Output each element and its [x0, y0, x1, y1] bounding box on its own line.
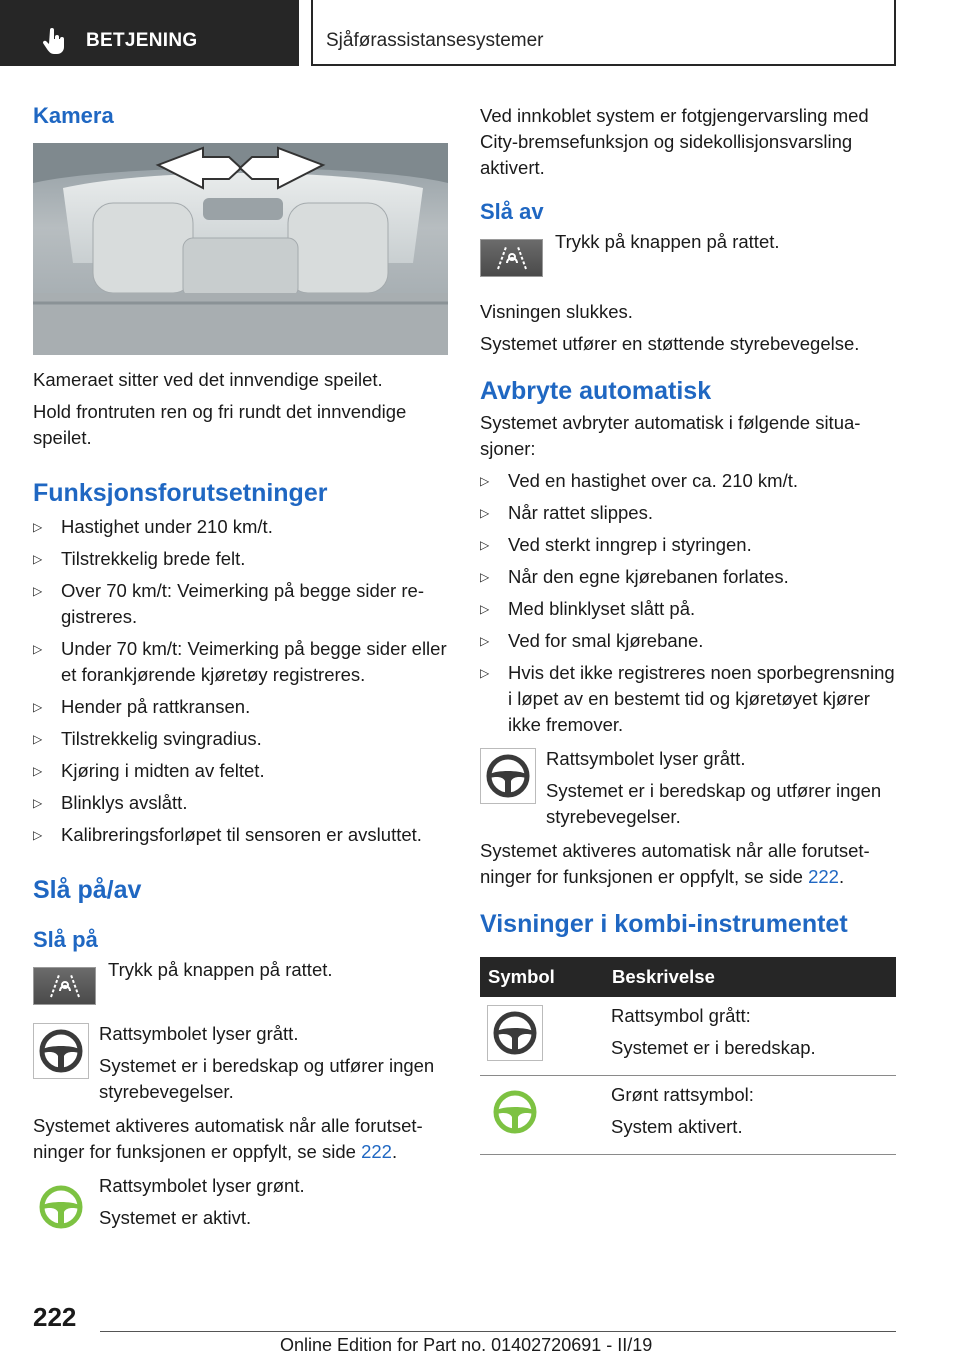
sla-av-row — [480, 229, 896, 287]
table-cell-desc-2: Systemet er i beredskap. — [611, 1037, 816, 1058]
grey-wheel-row — [480, 746, 896, 830]
steering-wheel-grey-icon — [487, 1005, 543, 1061]
list-item: ▷ Hender på rattkransen. — [33, 694, 448, 720]
header-section-label: BETJENING — [86, 30, 198, 51]
heading-avbryte-automatisk: Avbryte automatisk — [480, 377, 712, 405]
heading-sla-av: Slå av — [480, 199, 544, 224]
list-item: ▷ Over 70 km/t: Veimerking på begge sider registreres. — [33, 578, 448, 630]
page-number: 222 — [33, 1302, 77, 1332]
right-column — [480, 100, 896, 1155]
kamera-text-1: Kameraet sitter ved det innvendige speilet. — [33, 369, 383, 390]
steering-wheel-grey-icon — [480, 748, 536, 804]
list-item: ▷ Med blinklyset slått på. — [480, 596, 896, 622]
list-item: ▷ Under 70 km/t: Veimerking på begge sider eller et forankjørende kjøretøy registreres. — [33, 636, 448, 688]
sla-pa-row — [33, 957, 448, 1015]
avbryte-intro: Systemet avbryter automatisk i følgende situasjoner: — [480, 412, 861, 459]
table-row — [480, 997, 896, 1076]
heading-visninger: Visninger i kombi-instrumentet — [480, 910, 848, 938]
table-cell-desc-1: Grønt rattsymbol: — [611, 1084, 754, 1105]
table-header-symbol: Symbol — [480, 957, 604, 997]
kamera-text-2: Hold frontruten ren og fri rundt det innvendige speilet. — [33, 401, 407, 448]
list-item: ▷ Ved for smal kjørebane. — [480, 628, 896, 654]
footer-edition: Online Edition for Part no. 01402720691 - II/19 — [280, 1335, 653, 1355]
green-wheel-row — [33, 1173, 448, 1231]
list-item: ▷ Tilstrekkelig svingradius. — [33, 726, 448, 752]
sla-av-text: Trykk på knappen på rattet. — [555, 231, 780, 252]
table-row — [480, 1076, 896, 1155]
avbryte-list — [480, 468, 896, 738]
heading-kamera: Kamera — [33, 103, 114, 128]
camera-photo-illustration — [33, 143, 448, 355]
list-item: ▷ Når rattet slippes. — [480, 500, 896, 526]
auto-activate-text: Systemet aktiveres automatisk når alle forutsetninger for funksjonen er oppfylt, se side 222. — [33, 1115, 423, 1162]
header-title: Sjåførassistansesystemer — [326, 30, 544, 51]
heading-sla-pa-av: Slå på/av — [33, 876, 142, 904]
auto-activate-text: Systemet aktiveres automatisk når alle forutsetninger for funksjonen er oppfylt, se side 222. — [480, 840, 870, 887]
header-section-bar — [0, 0, 299, 66]
sla-pa-text: Trykk på knappen på rattet. — [108, 959, 333, 980]
header-title-box — [311, 0, 896, 66]
page-link[interactable]: 222 — [361, 1141, 392, 1162]
intro-text: Ved innkoblet system er fotgjengervarsling med City-bremsefunksjon og sidekollisjonsvarsling aktivert. — [480, 105, 869, 178]
av-text-2: Systemet utfører en støttende styrebevegelse. — [480, 333, 860, 354]
list-item: ▷ Blinklys avslått. — [33, 790, 448, 816]
lane-assist-button-icon — [480, 239, 543, 277]
list-item: ▷ Ved sterkt inngrep i styringen. — [480, 532, 896, 558]
list-item: ▷ Kjøring i midten av feltet. — [33, 758, 448, 784]
heading-sla-pa: Slå på — [33, 927, 98, 952]
lane-assist-button-icon — [33, 967, 96, 1005]
green-wheel-text-2: Systemet er aktivt. — [99, 1207, 252, 1228]
table-cell-desc-1: Rattsymbol grått: — [611, 1005, 751, 1026]
grey-wheel-row — [33, 1021, 448, 1105]
list-item: ▷ Kalibreringsforløpet til sensoren er avsluttet. — [33, 822, 448, 848]
page-link[interactable]: 222 — [808, 866, 839, 887]
steering-wheel-green-icon — [33, 1179, 89, 1235]
table-header-description: Beskrivelse — [604, 957, 896, 997]
grey-wheel-text-1: Rattsymbolet lyser grått. — [99, 1023, 299, 1044]
av-text-1: Visningen slukkes. — [480, 301, 633, 322]
green-wheel-text-1: Rattsymbolet lyser grønt. — [99, 1175, 305, 1196]
grey-wheel-text-2: Systemet er i beredskap og utfører ingen styrebevegelser. — [546, 780, 882, 827]
forutsetninger-list — [33, 514, 448, 848]
camera-photo — [33, 143, 448, 355]
list-item: ▷ Når den egne kjørebanen forlates. — [480, 564, 896, 590]
steering-wheel-grey-icon — [33, 1023, 89, 1079]
symbol-table — [480, 957, 896, 1155]
left-column — [33, 100, 448, 1237]
footer-divider — [100, 1331, 896, 1332]
grey-wheel-text-1: Rattsymbolet lyser grått. — [546, 748, 746, 769]
table-cell-desc-2: System aktivert. — [611, 1116, 743, 1137]
list-item: ▷ Ved en hastighet over ca. 210 km/t. — [480, 468, 896, 494]
hand-pointer-icon — [40, 28, 68, 56]
heading-funksjonsforutsetninger: Funksjonsforutsetninger — [33, 479, 328, 507]
list-item: ▷ Tilstrekkelig brede felt. — [33, 546, 448, 572]
steering-wheel-green-icon — [487, 1084, 543, 1140]
list-item: ▷ Hastighet under 210 km/t. — [33, 514, 448, 540]
grey-wheel-text-2: Systemet er i beredskap og utfører ingen styrebevegelser. — [99, 1055, 435, 1102]
list-item: ▷ Hvis det ikke registreres noen sporbegrensning i løpet av en bestemt tid og kjøretøyet kjører ikke fremover. — [480, 660, 896, 738]
